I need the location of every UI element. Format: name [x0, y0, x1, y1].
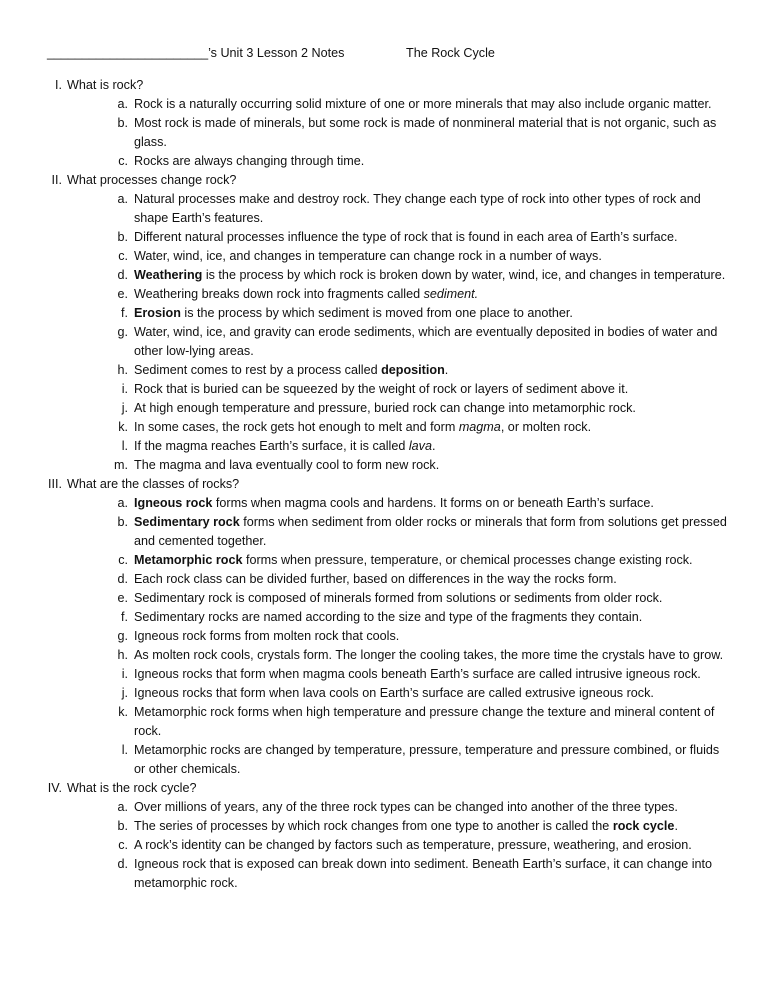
list-item: [0, 665, 768, 684]
item-letter: c.: [118, 154, 128, 168]
text-run: .: [431, 439, 436, 453]
item-text: [134, 665, 732, 684]
text-run: If the magma reaches Earth’s surface, it is called: [134, 439, 409, 453]
italic-term: sediment.: [423, 287, 479, 301]
item-letter: d.: [117, 857, 128, 871]
text-run: A rock’s identity can be changed by factors such as temperature, pressure, weathering, and erosion.: [134, 838, 692, 852]
text-run: forms when sediment from older rocks or minerals that form from solutions get pressed and cemented together.: [134, 515, 727, 548]
item-text: [134, 190, 732, 228]
item-text: [134, 323, 732, 361]
section-title: What processes change rock?: [67, 173, 237, 187]
text-run: Sedimentary rocks are named according to the size and type of the fragments they contain.: [134, 610, 643, 624]
list-item: [0, 380, 768, 399]
list-item: [0, 608, 768, 627]
outline-section: [0, 76, 768, 171]
outline-section: [0, 171, 768, 475]
key-term: rock cycle: [612, 819, 675, 833]
key-term: Erosion: [134, 306, 181, 320]
item-letter: f.: [121, 306, 128, 320]
item-text: [134, 741, 732, 779]
item-text: [134, 589, 732, 608]
key-term: Metamorphic rock: [134, 553, 243, 567]
outline-section: [0, 475, 768, 779]
key-term: Weathering: [134, 268, 203, 282]
item-text: [134, 228, 732, 247]
key-term: Sedimentary rock: [134, 515, 240, 529]
list-item: [0, 855, 768, 893]
item-letter: m.: [114, 458, 128, 472]
item-letter: a.: [117, 192, 128, 206]
italic-term: lava: [408, 439, 432, 453]
section-number: I.: [55, 78, 62, 92]
text-run: As molten rock cools, crystals form. The longer the cooling takes, the more time the crystals have to grow.: [134, 648, 724, 662]
list-item: [0, 323, 768, 361]
list-item: [0, 646, 768, 665]
text-run: Rock is a naturally occurring solid mixture of one or more minerals that may also include organic matter.: [134, 97, 712, 111]
page-header: [47, 44, 747, 62]
item-letter: d.: [117, 572, 128, 586]
list-item: [0, 152, 768, 171]
section-number: IV.: [47, 781, 62, 795]
item-text: [134, 95, 732, 114]
item-letter: i.: [121, 382, 128, 396]
item-text: [134, 456, 732, 475]
text-run: .: [674, 819, 678, 833]
list-item: [0, 190, 768, 228]
section-heading: [0, 779, 768, 798]
item-text: [134, 703, 732, 741]
text-run: forms when pressure, temperature, or chemical processes change existing rock.: [242, 553, 693, 567]
section-heading: [0, 76, 768, 95]
list-item: [0, 627, 768, 646]
list-item: [0, 589, 768, 608]
list-item: [0, 570, 768, 589]
item-letter: e.: [117, 591, 128, 605]
list-item: [0, 114, 768, 152]
item-text: [134, 380, 732, 399]
item-text: [134, 152, 732, 171]
text-run: At high enough temperature and pressure, buried rock can change into metamorphic rock.: [134, 401, 636, 415]
notes-outline: [0, 76, 768, 893]
item-text: [134, 266, 732, 285]
section-title: What are the classes of rocks?: [67, 477, 240, 491]
text-run: Water, wind, ice, and changes in temperature can change rock in a number of ways.: [134, 249, 602, 263]
item-text: [134, 304, 732, 323]
list-item: [0, 95, 768, 114]
item-text: [134, 437, 732, 456]
item-text: [134, 114, 732, 152]
item-text: [134, 418, 732, 437]
list-item: [0, 741, 768, 779]
text-run: Igneous rocks that form when magma cools beneath Earth’s surface are called intrusive igneous rock.: [134, 667, 701, 681]
item-text: [134, 551, 732, 570]
list-item: [0, 684, 768, 703]
item-letter: b.: [117, 819, 128, 833]
item-letter: j.: [121, 401, 128, 415]
item-text: [134, 646, 732, 665]
item-letter: b.: [117, 230, 128, 244]
item-text: [134, 684, 732, 703]
text-run: Igneous rocks that form when lava cools on Earth’s surface are called extrusive igneous rock.: [134, 686, 654, 700]
text-run: Weathering breaks down rock into fragments called: [134, 287, 424, 301]
item-letter: a.: [117, 496, 128, 510]
text-run: In some cases, the rock gets hot enough to melt and form: [134, 420, 459, 434]
key-term: Igneous rock: [134, 496, 213, 510]
text-run: Metamorphic rocks are changed by temperature, pressure, temperature and pressure combined, or fluids or other chemicals.: [134, 743, 720, 776]
list-item: [0, 513, 768, 551]
text-run: Rock that is buried can be squeezed by the weight of rock or layers of sediment above it.: [134, 382, 629, 396]
item-letter: j.: [121, 686, 128, 700]
list-item: [0, 304, 768, 323]
item-letter: l.: [121, 743, 128, 757]
item-text: [134, 361, 732, 380]
item-text: [134, 855, 732, 893]
item-letter: e.: [117, 287, 128, 301]
list-item: [0, 266, 768, 285]
text-run: forms when magma cools and hardens. It forms on or beneath Earth’s surface.: [212, 496, 654, 510]
text-run: is the process by which rock is broken down by water, wind, ice, and changes in temperature.: [202, 268, 726, 282]
header-title-left: _______________________’s Unit 3 Lesson 2 Notes: [47, 46, 345, 60]
item-letter: h.: [117, 648, 128, 662]
text-run: .: [444, 363, 449, 377]
item-letter: g.: [117, 629, 128, 643]
list-item: [0, 228, 768, 247]
list-item: [0, 551, 768, 570]
item-text: [134, 836, 732, 855]
section-title: What is rock?: [67, 78, 144, 92]
key-term: deposition: [381, 363, 445, 377]
list-item: [0, 247, 768, 266]
item-letter: l.: [121, 439, 128, 453]
text-run: Natural processes make and destroy rock. They change each type of rock into other types of rock and shape Earth’s features.: [134, 192, 701, 225]
item-text: [134, 247, 732, 266]
item-letter: d.: [117, 268, 128, 282]
item-letter: h.: [117, 363, 128, 377]
text-run: Water, wind, ice, and gravity can erode sediments, which are eventually deposited in bodies of water and other low-lying areas.: [134, 325, 718, 358]
text-run: Over millions of years, any of the three rock types can be changed into another of the three types.: [134, 800, 678, 814]
item-text: [134, 399, 732, 418]
list-item: [0, 703, 768, 741]
text-run: Igneous rock that is exposed can break down into sediment. Beneath Earth’s surface, it can change into metamorphic rock.: [134, 857, 713, 890]
list-item: [0, 399, 768, 418]
text-run: Different natural processes influence the type of rock that is found in each area of Earth’s surface.: [134, 230, 678, 244]
text-run: Sedimentary rock is composed of minerals formed from solutions or sediments from older rock.: [134, 591, 663, 605]
item-text: [134, 627, 732, 646]
italic-term: magma: [458, 420, 501, 434]
text-run: Igneous rock forms from molten rock that cools.: [134, 629, 400, 643]
text-run: is the process by which sediment is moved from one place to another.: [180, 306, 573, 320]
text-run: , or molten rock.: [500, 420, 592, 434]
item-text: [134, 513, 732, 551]
item-letter: c.: [118, 553, 128, 567]
list-item: [0, 437, 768, 456]
item-letter: c.: [118, 838, 128, 852]
text-run: Rocks are always changing through time.: [134, 154, 365, 168]
list-item: [0, 418, 768, 437]
section-number: II.: [51, 173, 62, 187]
item-letter: f.: [121, 610, 128, 624]
item-letter: k.: [118, 420, 128, 434]
list-item: [0, 798, 768, 817]
item-letter: g.: [117, 325, 128, 339]
list-item: [0, 361, 768, 380]
item-letter: a.: [117, 800, 128, 814]
header-title-right: The Rock Cycle: [406, 46, 495, 60]
item-text: [134, 285, 732, 304]
list-item: [0, 456, 768, 475]
item-letter: a.: [117, 97, 128, 111]
item-letter: c.: [118, 249, 128, 263]
text-run: The series of processes by which rock changes from one type to another is called the: [134, 819, 613, 833]
item-text: [134, 494, 732, 513]
item-text: [134, 570, 732, 589]
list-item: [0, 836, 768, 855]
item-letter: i.: [121, 667, 128, 681]
item-text: [134, 798, 732, 817]
outline-section: [0, 779, 768, 893]
list-item: [0, 817, 768, 836]
list-item: [0, 494, 768, 513]
item-text: [134, 608, 732, 627]
section-title: What is the rock cycle?: [67, 781, 197, 795]
text-run: Each rock class can be divided further, based on differences in the way the rocks form.: [134, 572, 617, 586]
section-heading: [0, 171, 768, 190]
item-text: [134, 817, 732, 836]
section-heading: [0, 475, 768, 494]
item-letter: b.: [117, 116, 128, 130]
text-run: Sediment comes to rest by a process called: [134, 363, 382, 377]
text-run: Metamorphic rock forms when high temperature and pressure change the texture and mineral content of rock.: [134, 705, 715, 738]
text-run: The magma and lava eventually cool to form new rock.: [134, 458, 440, 472]
section-number: III.: [48, 477, 62, 491]
text-run: Most rock is made of minerals, but some rock is made of nonmineral material that is not organic, such as glass.: [134, 116, 717, 149]
item-letter: b.: [117, 515, 128, 529]
item-letter: k.: [118, 705, 128, 719]
list-item: [0, 285, 768, 304]
